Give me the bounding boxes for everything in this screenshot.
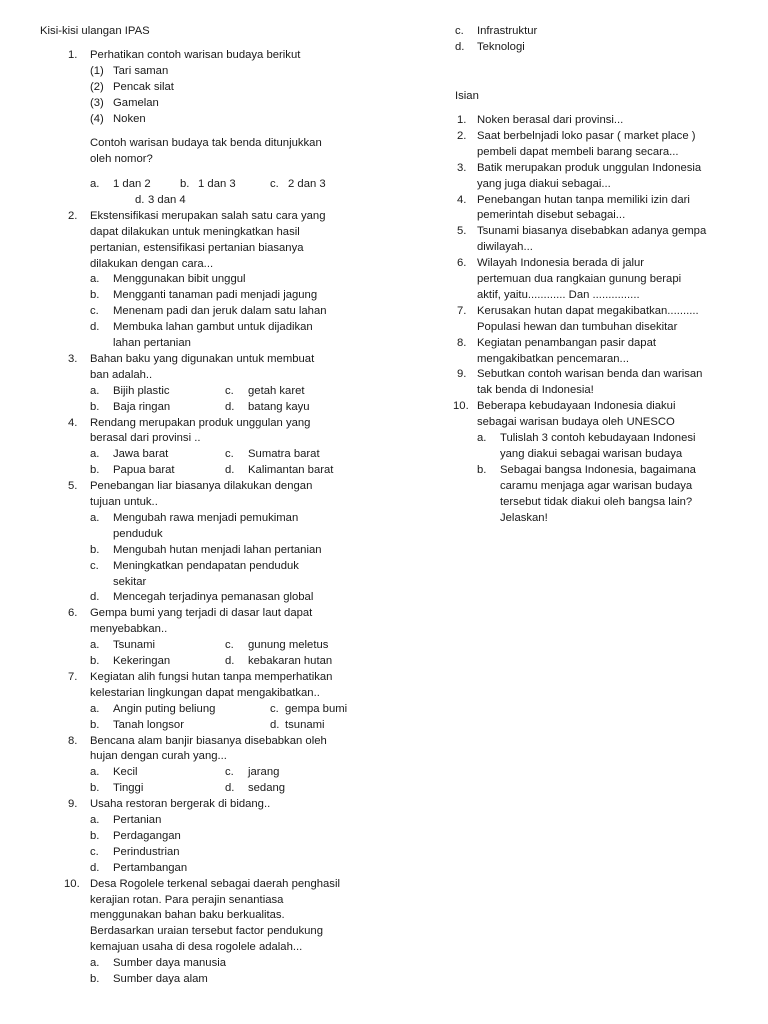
option-letter: a. [90, 814, 100, 826]
list-item: Noken [113, 112, 146, 125]
question-text: menyebabkan.. [90, 623, 168, 636]
option-letter: c. [270, 702, 279, 715]
option-letter: b. [90, 782, 100, 795]
option-letter: c. [225, 766, 234, 779]
option-letter: d. [225, 782, 235, 795]
question-text: Rendang merupakan produk unggulan yang [90, 416, 311, 429]
question-number: 5. [68, 480, 78, 493]
isian-text: Noken berasal dari provinsi... [477, 114, 624, 126]
option-letter: a. [90, 178, 100, 190]
question-number: 3. [68, 352, 78, 365]
question-text: Bahan baku yang digunakan untuk membuat [90, 352, 315, 365]
option-letter: a. [90, 448, 100, 461]
option-text: getah karet [248, 384, 305, 397]
question-text: oleh nomor? [90, 152, 153, 165]
option-text: sekitar [113, 575, 147, 588]
sub-text: Tulislah 3 contoh kebudayaan Indonesi [500, 432, 696, 444]
option-text: Tinggi [113, 782, 144, 795]
option-letter: c. [225, 639, 234, 652]
option-text: 2 dan 3 [288, 178, 326, 190]
option-letter: d. [90, 321, 100, 334]
isian-number: 3. [457, 161, 467, 174]
question-text: hujan dengan curah yang... [90, 750, 227, 763]
list-item: Gamelan [113, 96, 159, 109]
document-title: Kisi-kisi ulangan IPAS [40, 25, 150, 37]
sub-letter: a. [477, 432, 487, 444]
option-text: Perdagangan [113, 829, 181, 842]
option-text: Sumber daya manusia [113, 957, 227, 970]
option-text: Pertambangan [113, 861, 188, 874]
question-text: Desa Rogolele terkenal sebagai daerah penghasil [90, 877, 340, 890]
option-text: Menenam padi dan jeruk dalam satu lahan [113, 305, 327, 318]
isian-text: diwilayah... [477, 241, 533, 254]
option-letter: d. [90, 591, 100, 604]
option-letter: b. [90, 655, 100, 667]
option-text: Angin puting beliung [113, 702, 216, 715]
question-number: 2. [68, 209, 78, 222]
question-number: 10. [64, 877, 80, 890]
option-letter: d. [455, 40, 465, 53]
question-text: berasal dari provinsi .. [90, 432, 201, 445]
isian-text: Kerusakan hutan dapat megakibatkan.......... [477, 304, 699, 317]
option-letter: c. [455, 25, 464, 37]
question-text: tujuan untuk.. [90, 496, 158, 508]
option-letter: a. [90, 273, 100, 286]
option-letter: c. [270, 178, 279, 190]
option-letter: b. [90, 829, 100, 842]
isian-number: 8. [457, 336, 467, 349]
option-letter: a. [90, 511, 100, 524]
isian-text: Penebangan hutan tanpa memiliki izin dari [477, 193, 690, 206]
sub-text: Sebagai bangsa Indonesia, bagaimana [500, 463, 696, 476]
option-text: Pertanian [113, 814, 162, 826]
isian-text: Beberapa kebudayaan Indonesia diakui [477, 400, 676, 413]
question-number: 6. [68, 607, 78, 620]
option-letter: c. [225, 384, 234, 397]
option-letter: c. [90, 845, 99, 858]
isian-text: pemerintah disebut sebagai... [477, 209, 626, 222]
option-letter: d. [90, 861, 100, 874]
question-number: 4. [68, 416, 78, 429]
isian-number: 7. [457, 304, 467, 317]
isian-text: tak benda di Indonesia! [477, 384, 594, 397]
option-text: Baja ringan [113, 400, 171, 413]
option-text: Kalimantan barat [248, 464, 334, 477]
option-letter: a. [90, 766, 100, 779]
option-text: Jawa barat [113, 448, 169, 461]
option-text: penduduk [113, 527, 163, 540]
option-letter: a. [90, 639, 100, 652]
option-text: tsunami [285, 718, 325, 731]
option-text: Tanah longsor [113, 718, 184, 731]
option-text: Membuka lahan gambut untuk dijadikan [113, 321, 313, 334]
option-text: Bijih plastic [113, 384, 170, 397]
option-letter: a. [90, 384, 100, 397]
isian-text: pembeli dapat membeli barang secara... [477, 145, 679, 158]
isian-number: 1. [457, 114, 467, 126]
option-letter: d. [225, 655, 235, 667]
question-text: Usaha restoran bergerak di bidang.. [90, 798, 271, 811]
option-text: Teknologi [477, 40, 525, 53]
question-text: Contoh warisan budaya tak benda ditunjukkan [90, 137, 322, 149]
isian-number: 2. [457, 129, 467, 142]
question-text: Gempa bumi yang terjadi di dasar laut dapat [90, 607, 313, 620]
section-heading: Isian [455, 90, 479, 102]
option-letter: c. [225, 448, 234, 461]
sub-text: tersebut tidak diakui oleh bangsa lain? [500, 495, 693, 508]
list-number: (2) [90, 80, 104, 93]
isian-text: aktif, yaitu............ Dan ............... [477, 288, 640, 301]
option-text: sedang [248, 782, 286, 795]
option-text: Tsunami [113, 639, 156, 652]
question-number: 9. [68, 798, 78, 811]
option-text: Infrastruktur [477, 25, 538, 37]
question-text: Ekstensifikasi merupakan salah satu cara yang [90, 209, 326, 222]
isian-number: 10. [453, 400, 469, 413]
isian-text: mengakibatkan pencemaran... [477, 352, 629, 365]
isian-number: 9. [457, 368, 467, 381]
isian-text: sebagai warisan budaya oleh UNESCO [477, 416, 675, 429]
option-text: gunung meletus [248, 639, 329, 652]
isian-text: Saat berbelnjadi loko pasar ( market place ) [477, 129, 696, 142]
list-number: (3) [90, 96, 104, 109]
option-text: Sumatra barat [248, 448, 320, 461]
question-text: Bencana alam banjir biasanya disebabkan oleh [90, 734, 327, 747]
question-text: Perhatikan contoh warisan budaya berikut [90, 49, 301, 61]
option-text: 3 dan 4 [148, 193, 186, 206]
sub-text: caramu menjaga agar warisan budaya [500, 479, 693, 492]
option-letter: b. [90, 289, 100, 302]
option-letter: b. [90, 464, 100, 477]
option-letter: a. [90, 702, 100, 715]
list-number: (1) [90, 64, 104, 77]
isian-number: 6. [457, 257, 467, 270]
option-letter: b. [180, 178, 190, 190]
sub-text: Jelaskan! [500, 511, 548, 524]
option-text: 1 dan 3 [198, 178, 236, 190]
option-text: batang kayu [248, 400, 310, 413]
option-text: Menggunakan bibit unggul [113, 273, 246, 286]
option-text: Kekeringan [113, 655, 171, 667]
question-text: kemajuan usaha di desa rogolele adalah... [90, 941, 303, 954]
option-text: gempa bumi [285, 702, 348, 715]
question-text: dapat dilakukan untuk meningkatkan hasil [90, 225, 300, 238]
option-letter: c. [90, 559, 99, 572]
option-letter: d. [135, 193, 145, 206]
option-letter: c. [90, 305, 99, 318]
option-text: Meningkatkan pendapatan penduduk [113, 559, 299, 572]
option-text: Mencegah terjadinya pemanasan global [113, 591, 314, 604]
option-letter: d. [270, 718, 280, 731]
isian-text: Tsunami biasanya disebabkan adanya gempa [477, 225, 707, 238]
option-letter: b. [90, 718, 100, 731]
question-text: Kegiatan alih fungsi hutan tanpa memperhatikan [90, 670, 333, 683]
question-text: ban adalah.. [90, 368, 153, 381]
question-text: Berdasarkan uraian tersebut factor pendukung [90, 925, 323, 938]
option-text: Sumber daya alam [113, 973, 208, 985]
question-text: dilakukan dengan cara... [90, 257, 214, 270]
list-item: Tari saman [113, 64, 169, 77]
option-text: 1 dan 2 [113, 178, 151, 190]
isian-text: Sebutkan contoh warisan benda dan warisan [477, 368, 703, 381]
option-text: Perindustrian [113, 845, 180, 858]
option-text: Mengganti tanaman padi menjadi jagung [113, 289, 318, 302]
isian-text: Batik merupakan produk unggulan Indonesia [477, 161, 702, 174]
option-text: Kecil [113, 766, 138, 779]
question-number: 8. [68, 734, 78, 747]
isian-text: Kegiatan penambangan pasir dapat [477, 336, 657, 349]
question-text: kelestarian lingkungan dapat mengakibatkan.. [90, 686, 320, 699]
sub-letter: b. [477, 463, 487, 476]
option-letter: d. [225, 400, 235, 413]
isian-number: 4. [457, 193, 467, 206]
option-text: Mengubah rawa menjadi pemukiman [113, 511, 299, 524]
option-letter: d. [225, 464, 235, 477]
isian-number: 5. [457, 225, 467, 238]
option-text: Papua barat [113, 464, 175, 477]
option-text: lahan pertanian [113, 337, 191, 349]
question-number: 1. [68, 49, 78, 61]
list-item: Pencak silat [113, 80, 174, 93]
option-text: jarang [248, 766, 280, 779]
option-letter: b. [90, 973, 100, 985]
question-number: 7. [68, 670, 78, 683]
option-text: Mengubah hutan menjadi lahan pertanian [113, 543, 322, 556]
question-text: pertanian, estensifikasi pertanian biasanya [90, 241, 304, 254]
option-letter: b. [90, 400, 100, 413]
option-letter: b. [90, 543, 100, 556]
option-letter: a. [90, 957, 100, 970]
list-number: (4) [90, 112, 104, 125]
sub-text: yang diakui sebagai warisan budaya [500, 447, 683, 460]
option-text: kebakaran hutan [248, 655, 333, 667]
question-text: kerajian rotan. Para perajin senantiasa [90, 893, 284, 906]
isian-text: Populasi hewan dan tumbuhan disekitar [477, 320, 678, 333]
isian-text: pertemuan dua rangkaian gunung berapi [477, 273, 682, 285]
isian-text: Wilayah Indonesia berada di jalur [477, 257, 645, 270]
question-text: menggunakan bahan baku berkualitas. [90, 909, 285, 922]
isian-text: yang juga diakui sebagai... [477, 177, 611, 190]
question-text: Penebangan liar biasanya dilakukan dengan [90, 480, 313, 493]
